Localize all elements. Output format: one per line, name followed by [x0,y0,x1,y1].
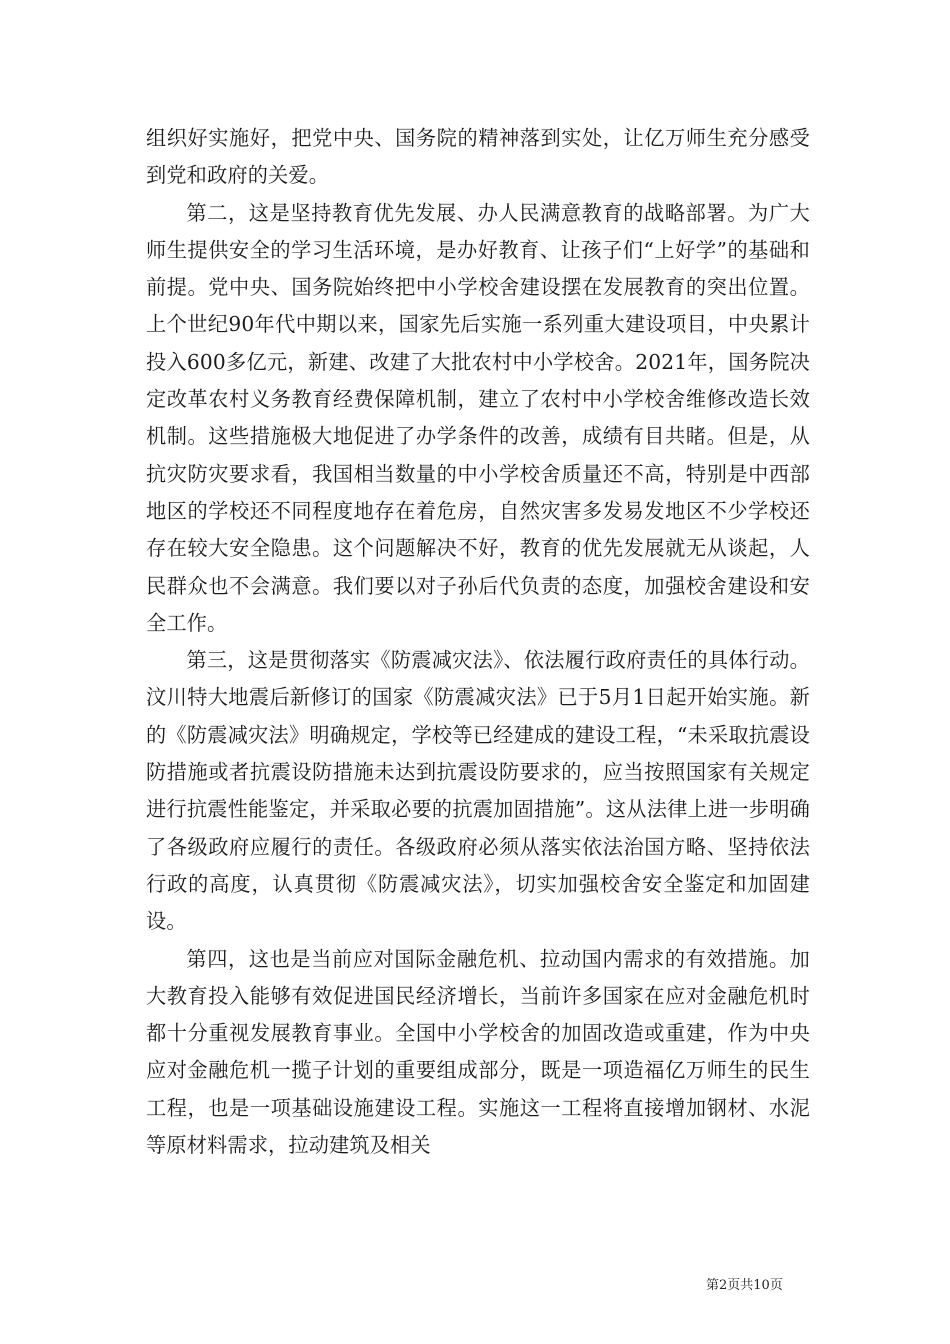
paragraph-continuation: 组织好实施好，把党中央、国务院的精神落到实处，让亿万师生充分感受到党和政府的关爱。 [146,126,810,188]
body-text [146,120,810,1164]
page-number-footer: 第2页共10页 [706,1278,783,1293]
paragraph-fourth-point: 第四，这也是当前应对国际金融危机、拉动国内需求的有效措施。加大教育投入能够有效促进国民经济增长，当前许多国家在应对金融危机时都十分重视发展教育事业。全国中小学校舍的加固改造或重建，作为中央应对金融危机一揽子计划的重要组成部分，既是一项造福亿万师生的民生工程，也是一项基础设施建设工程。实施这一工程将直接增加钢材、水泥等原材料需求，拉动建筑及相关 [146,946,810,1158]
paragraph-second-point: 第二，这是坚持教育优先发展、办人民满意教育的战略部署。为广大师生提供安全的学习生活环境，是办好教育、让孩子们“上好学”的基础和前提。党中央、国务院始终把中小学校舍建设摆在发展教育的突出位置。上个世纪90年代中期以来，国家先后实施一系列重大建设项目，中央累计投入600多亿元，新建、改建了大批农村中小学校舍。2021年，国务院决定改革农村义务教育经费保障机制，建立了农村中小学校舍维修改造长效机制。这些措施极大地促进了办学条件的改善，成绩有目共睹。但是，从抗灾防灾要求看，我国相当数量的中小学校舍质量还不高，特别是中西部地区的学校还不同程度地存在着危房，自然灾害多发易发地区不少学校还存在较大安全隐患。这个问题解决不好，教育的优先发展就无从谈起，人民群众也不会满意。我们要以对子孙后代负责的态度，加强校舍建设和安全工作。 [146,200,810,635]
paragraph-third-point: 第三，这是贯彻落实《防震减灾法》、依法履行政府责任的具体行动。汶川特大地震后新修订的国家《防震减灾法》已于5月1日起开始实施。新的《防震减灾法》明确规定，学校等已经建成的建设工程，“未采取抗震设防措施或者抗震设防措施未达到抗震设防要求的，应当按照国家有关规定进行抗震性能鉴定，并采取必要的抗震加固措施”。这从法律上进一步明确了各级政府应履行的责任。各级政府必须从落实依法治国方略、坚持依法行政的高度，认真贯彻《防震减灾法》，切实加强校舍安全鉴定和加固建设。 [146,648,810,934]
